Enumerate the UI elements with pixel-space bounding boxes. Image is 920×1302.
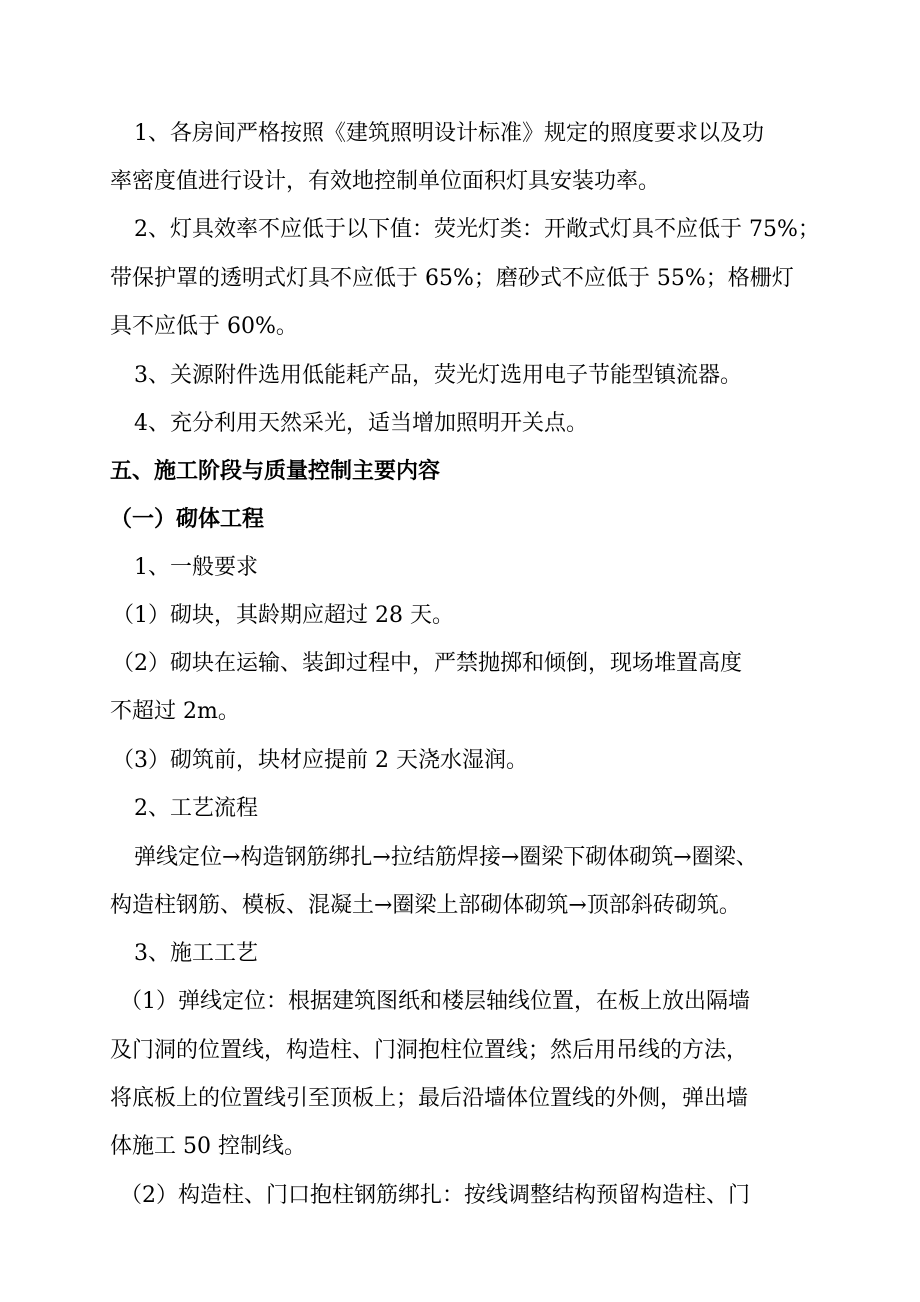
subsection-heading: （一）砌体工程 xyxy=(110,507,265,532)
paragraph-line: 率密度值进行设计，有效地控制单位面积灯具安装功率。 xyxy=(110,169,661,194)
paragraph-line: 具不应低于 60%。 xyxy=(110,314,298,339)
paragraph-line: 1、各房间严格按照《建筑照明设计标准》规定的照度要求以及功 xyxy=(134,121,764,146)
paragraph-line: 体施工 50 控制线。 xyxy=(110,1134,306,1159)
paragraph-line: 2、灯具效率不应低于以下值：荧光灯类：开敞式灯具不应低于 75%； xyxy=(134,217,820,242)
paragraph-line: （3）砌筑前，块材应提前 2 天浇水湿润。 xyxy=(112,748,528,773)
paragraph-line: 构造柱钢筋、模板、混凝土→圈梁上部砌体砌筑→顶部斜砖砌筑。 xyxy=(110,893,741,918)
paragraph-line: （2）构造柱、门口抱柱钢筋绑扎：按线调整结构预留构造柱、门 xyxy=(120,1183,750,1208)
paragraph-line: 弹线定位→构造钢筋绑扎→拉结筋焊接→圈梁下砌体砌筑→圈梁、 xyxy=(134,845,758,870)
paragraph-line: 1、一般要求 xyxy=(134,555,258,580)
section-heading: 五、施工阶段与质量控制主要内容 xyxy=(110,459,441,484)
paragraph-line: （1）砌块，其龄期应超过 28 天。 xyxy=(112,603,454,628)
paragraph-line: 2、工艺流程 xyxy=(134,796,258,821)
paragraph-line: 将底板上的位置线引至顶板上；最后沿墙体位置线的外侧，弹出墙 xyxy=(110,1086,749,1111)
paragraph-line: 3、关源附件选用低能耗产品，荧光灯选用电子节能型镇流器。 xyxy=(134,363,742,388)
paragraph-line: 及门洞的位置线，构造柱、门洞抱柱位置线；然后用吊线的方法， xyxy=(110,1038,749,1063)
paragraph-line: （2）砌块在运输、装卸过程中，严禁抛掷和倾倒，现场堆置高度 xyxy=(112,651,742,676)
paragraph-line: 不超过 2m。 xyxy=(110,699,240,724)
paragraph-line: 4、充分利用天然采光，适当增加照明开关点。 xyxy=(134,411,588,436)
paragraph-line: （1）弹线定位：根据建筑图纸和楼层轴线位置，在板上放出隔墙 xyxy=(120,989,750,1014)
paragraph-line: 带保护罩的透明式灯具不应低于 65%；磨砂式不应低于 55%；格栅灯 xyxy=(110,266,794,291)
paragraph-line: 3、施工工艺 xyxy=(134,941,258,966)
